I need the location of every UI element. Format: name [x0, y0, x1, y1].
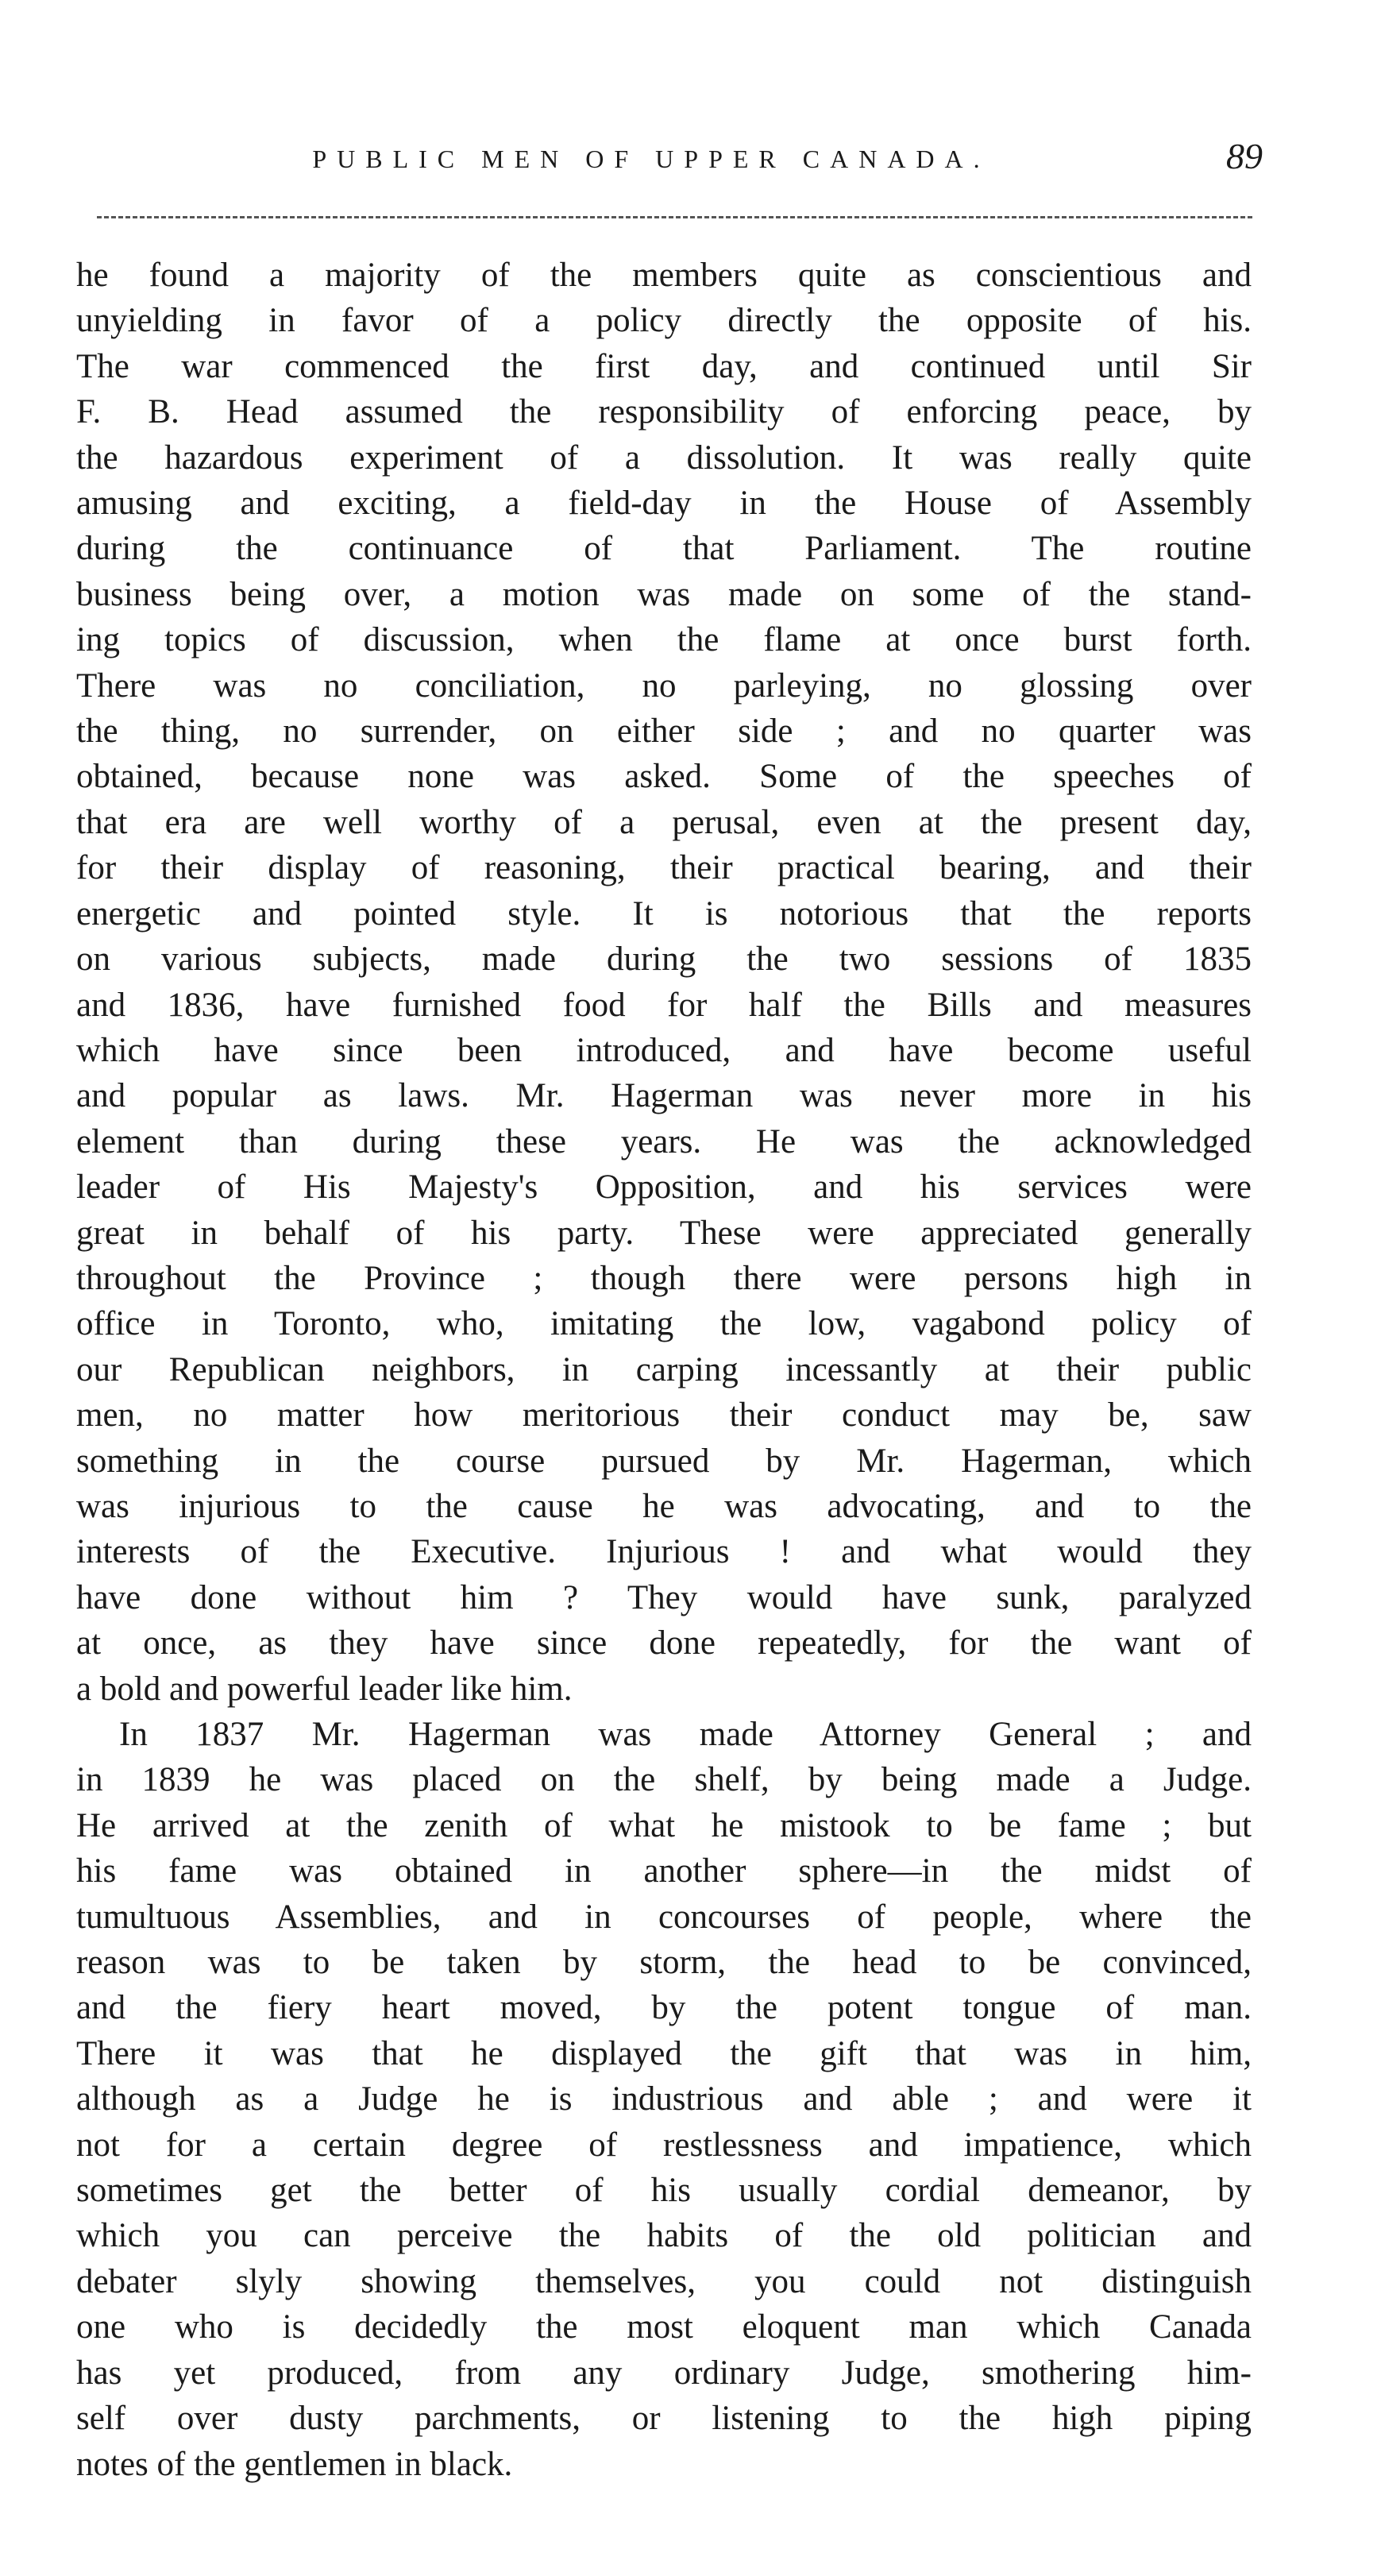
text-line: In 1837 Mr. Hagerman was made Attorney General ; and — [119, 1716, 1252, 1753]
text-line: the thing, no surrender, on either side ; and no quarter was — [76, 713, 1252, 751]
text-line: He arrived at the zenith of what he mistook to be fame ; but — [76, 1806, 1252, 1844]
text-line: men, no matter how meritorious their conduct may be, saw — [76, 1396, 1252, 1435]
text-line: which have since been introduced, and have become useful — [76, 1031, 1252, 1069]
text-line: in 1839 he was placed on the shelf, by being made a Judge. — [76, 1761, 1252, 1799]
text-line: energetic and pointed style. It is notorious that the reports — [76, 894, 1252, 933]
text-line: ing topics of discussion, when the flame at once burst forth. — [76, 621, 1252, 659]
text-line: and the fiery heart moved, by the potent tongue of man. — [76, 1989, 1252, 2027]
running-title: PUBLIC MEN OF UPPER CANADA. — [312, 145, 990, 173]
text-line: and 1836, have furnished food for half the Bills and measures — [76, 986, 1252, 1024]
text-line: sometimes get the better of his usually cordial demeanor, by — [76, 2172, 1252, 2210]
text-line: unyielding in favor of a policy directly the opposite of his. — [76, 302, 1252, 340]
running-header — [0, 136, 1381, 187]
text-line: have done without him ? They would have sunk, paralyzed — [76, 1578, 1252, 1616]
header-rule — [97, 216, 1252, 218]
text-line: notes of the gentlemen in black. — [76, 2445, 513, 2483]
page-number: 89 — [1226, 136, 1263, 176]
text-line: There it was that he displayed the gift that was in him, — [76, 2034, 1252, 2072]
text-line: during the continuance of that Parliament. The routine — [76, 530, 1252, 568]
text-line: something in the course pursued by Mr. Hagerman, which — [76, 1442, 1252, 1480]
text-line: F. B. Head assumed the responsibility of enforcing peace, by — [76, 393, 1252, 431]
text-line: the hazardous experiment of a dissolution. It was really quite — [76, 438, 1252, 477]
text-line: interests of the Executive. Injurious ! and what would they — [76, 1533, 1252, 1571]
text-line: his fame was obtained in another sphere—in the midst of — [76, 1852, 1252, 1890]
text-line: not for a certain degree of restlessness and impatience, which — [76, 2126, 1252, 2164]
text-line: and popular as laws. Mr. Hagerman was never more in his — [76, 1077, 1252, 1115]
text-line: our Republican neighbors, in carping incessantly at their public — [76, 1350, 1252, 1388]
text-line: self over dusty parchments, or listening to the high piping — [76, 2400, 1252, 2438]
text-line: business being over, a motion was made on some of the stand- — [76, 575, 1252, 613]
text-line: which you can perceive the habits of the old politician and — [76, 2217, 1252, 2255]
text-line: on various subjects, made during the two sessions of 1835 — [76, 940, 1252, 979]
text-line: tumultuous Assemblies, and in concourses of people, where the — [76, 1898, 1252, 1936]
text-line: reason was to be taken by storm, the head to be convinced, — [76, 1944, 1252, 1982]
text-line: that era are well worthy of a perusal, even at the present day, — [76, 803, 1252, 841]
text-line: debater slyly showing themselves, you could not distinguish — [76, 2262, 1252, 2300]
text-line: great in behalf of his party. These were appreciated generally — [76, 1214, 1252, 1252]
text-line: The war commenced the first day, and continued until Sir — [76, 347, 1252, 385]
text-line: one who is decidedly the most eloquent man which Canada — [76, 2308, 1252, 2346]
text-line: office in Toronto, who, imitating the low, vagabond policy of — [76, 1305, 1252, 1343]
body-text — [76, 253, 1252, 2483]
text-line: a bold and powerful leader like him. — [76, 1670, 573, 1708]
text-line: leader of His Majesty's Opposition, and his services were — [76, 1168, 1252, 1207]
text-line: throughout the Province ; though there were persons high in — [76, 1259, 1252, 1297]
text-line: element than during these years. He was the acknowledged — [76, 1122, 1252, 1161]
text-line: for their display of reasoning, their practical bearing, and their — [76, 849, 1252, 887]
text-line: was injurious to the cause he was advocating, and to the — [76, 1487, 1252, 1525]
text-line: obtained, because none was asked. Some of the speeches of — [76, 758, 1252, 796]
text-line: has yet produced, from any ordinary Judge, smothering him- — [76, 2354, 1252, 2392]
text-line: There was no conciliation, no parleying, no glossing over — [76, 666, 1252, 705]
text-line: at once, as they have since done repeatedly, for the want of — [76, 1624, 1252, 1663]
text-line: although as a Judge he is industrious and able ; and were it — [76, 2080, 1252, 2118]
text-line: he found a majority of the members quite as conscientious and — [76, 257, 1252, 294]
text-line: amusing and exciting, a field-day in the House of Assembly — [76, 485, 1252, 523]
